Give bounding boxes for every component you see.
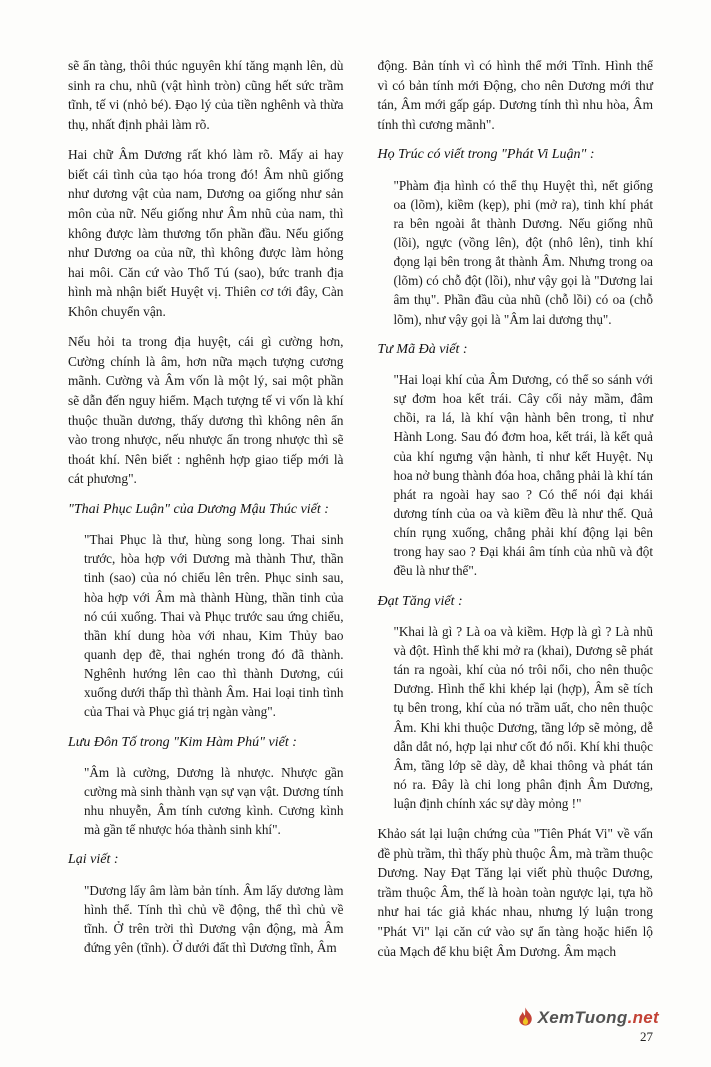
quotation: "Dương lấy âm làm bản tính. Âm lấy dương làm hình thể. Tính thì chủ về động, thể thì chủ về tĩnh. Ở trên trời thì Dương vận động, mà Âm đứng yên (tĩnh). Ở dưới đất thì Dương tĩnh, Âm — [84, 882, 344, 956]
quotation: "Thai Phục là thư, hùng song long. Thai sinh trước, hòa hợp với Dương mà thành Thư, thần tinh (sao) của nó chiếu lên trên. Phục sinh sau, hòa hợp với Âm mà thành Hùng, thần tinh của nó cúi xuống. Thai và Phục trước sau ứng chiếu, thần khí dung hòa với nhau, Kim Thủy bao quanh dẹp đẽ, thai nghén trong đó đã thành. Nghênh hướng lên cao thì thành Dương, cúi xuống dưới thấp thì thành Âm. Hai loại tinh tình của Thai và Phục giá trị ngàn vàng". — [84, 532, 344, 720]
watermark-brand — [538, 1008, 659, 1028]
paragraph: Nếu hỏi ta trong địa huyệt, cái gì cường hơn, Cường chính là âm, hơn nữa mạch tượng cương mãnh. Cường và Âm vốn là một lý, sai một phần sẽ dẫn đến nguy hiểm. Mạch tượng tế vi vốn là khí thuộc thuần dương, thấy dương thì không nên ẩn vào trong nhược, nếu nhược ẩn trong nhược thì sẽ thoát khí. Nên biết : nghênh hợp giao tiếp mới là cát phương". — [68, 334, 344, 487]
section-heading: Họ Trúc có viết trong "Phát Vi Luận" : — [377, 147, 595, 163]
watermark — [516, 1007, 659, 1029]
quotation: "Âm là cường, Dương là nhược. Nhược gần cường mà sinh thành vạn sự vạn vật. Dương tính nhu nhuyễn, Âm tính cương kình. Cương kình mà gần tế nhược hóa thành sinh khí". — [84, 764, 344, 838]
paragraph: Hai chữ Âm Dương rất khó làm rõ. Mấy ai hay biết cái tình của tạo hóa trong đó! Âm nhũ giống như dương vật của nam, Dương oa giống như sản môn của nữ. Nếu giống như Âm nhũ của nam, thì không được làm thương tổn phần đầu. Nếu giống như Dương oa của nữ, thì không được làm hỏng hai môi. Căn cứ vào Thổ Tú (sao), bức tranh địa hình mà nhận biết Huyệt vị. Thiên cơ tới đây, Càn Khôn chuyển vận. — [68, 147, 344, 319]
left-column — [68, 56, 344, 1007]
text-columns — [68, 56, 653, 1007]
paragraph: sẽ ẩn tàng, thôi thúc nguyên khí tăng mạnh lên, dù sinh ra chu, nhũ (vật hình tròn) cũng hết sức trầm tĩnh, tế vi (nhỏ bé). Đạo lý của tiền nghênh và thừa thụ, nhất định phải làm rõ. — [68, 58, 344, 132]
paragraph: động. Bản tính vì có hình thể mới Tĩnh. Hình thể vì có bản tính mới Động, cho nên Dương mới thư tán, Âm mới gấp gáp. Dương tính thì nhu hòa, Âm tính thì cương mãnh". — [377, 58, 653, 132]
section-heading: Lưu Đôn Tố trong "Kim Hàm Phú" viết : — [68, 734, 297, 750]
watermark-suffix: .net — [627, 1008, 659, 1027]
watermark-brand-text: XemTuong — [537, 1008, 628, 1027]
section-heading: Lại viết : — [68, 852, 119, 868]
right-column — [378, 56, 654, 1007]
quotation: "Khai là gì ? Là oa và kiềm. Hợp là gì ? Là nhũ và đột. Hình thể khi mở ra (khai), Dương sẽ phát tán ra ngoài, khí của nó trôi nổi, cho nên thuộc Dương. Hình thể khi khép lại (hợp), Âm sẽ tích tụ bên trong, khí của nó trầm uất, cho nên thuộc Âm. Khi khi thuộc Dương, tầng lớp sẽ mỏng, dễ dẫn dắt nó, hợp lại như cốt đó nổi. Khí khi thuộc Âm, tầng lớp sẽ dày, dễ khai thông và phát tán nó ra. Đây là chi long phân định Âm Dương, luận định chính xác sự dày mỏng !" — [393, 623, 653, 812]
page-number: 27 — [640, 1029, 653, 1044]
paragraph: Khảo sát lại luận chứng của "Tiên Phát Vi" về vấn đề phù trầm, thì thấy phù thuộc Âm, mà trầm thuộc Dương. Nay Đạt Tăng lại viết phù thuộc Dương, trầm thuộc Âm, thế là hoàn toàn ngược lại, tựa hồ như hai tác giả khác nhau, nhưng lý luận trong "Phát Vi" lại căn cứ vào sự ẩn tàng hoặc hiển lộ của Mạch để khu biệt Âm Dương. Âm mạch — [377, 826, 653, 959]
quotation: "Hai loại khí của Âm Dương, có thể so sánh với sự đơm hoa kết trái. Cây cối nảy mầm, đâm chồi, ra lá, là khí vận hành bên trong, tỉ như Hành Long. Sau đó đơm hoa, kết trái, là kết quả của khí ngưng vận hành, tỉ như kết Huyệt. Nụ hoa nở bung thành đóa hoa, chẳng phải là khí tán phát ra ngoài hay sao ? Có thể nói đại khái dương tính của oa và kiềm đều là như thế. Quả chín rụng xuống, chẳng phải khí động lại bên trong hay sao ? Đại khái âm tính của nhũ và đột đều là như thế". — [393, 371, 653, 579]
flame-icon — [516, 1007, 535, 1029]
section-heading: Đạt Tăng viết : — [377, 593, 463, 609]
quotation: "Phàm địa hình có thể thụ Huyệt thì, nết giống oa (lõm), kiềm (kẹp), phi (mở ra), tinh khí phát ra bên ngoài ắt thành Dương. Nếu giống nhũ (lồi), ngực (vồng lên), đột (nhô lên), tinh khí đọng lại bên trong ắt thành Âm. Nhưng trong oa (lõm) có chỗ đột (lồi), như vậy gọi là "Dương lai âm thụ". Phần đầu của nhũ (chỗ lồi) có oa (chỗ lõm), như vậy gọi là "Âm lai dương thụ". — [393, 177, 653, 327]
section-heading: Tư Mã Đà viết : — [377, 341, 468, 357]
section-heading: "Thai Phục Luận" của Dương Mậu Thúc viết : — [68, 501, 329, 517]
